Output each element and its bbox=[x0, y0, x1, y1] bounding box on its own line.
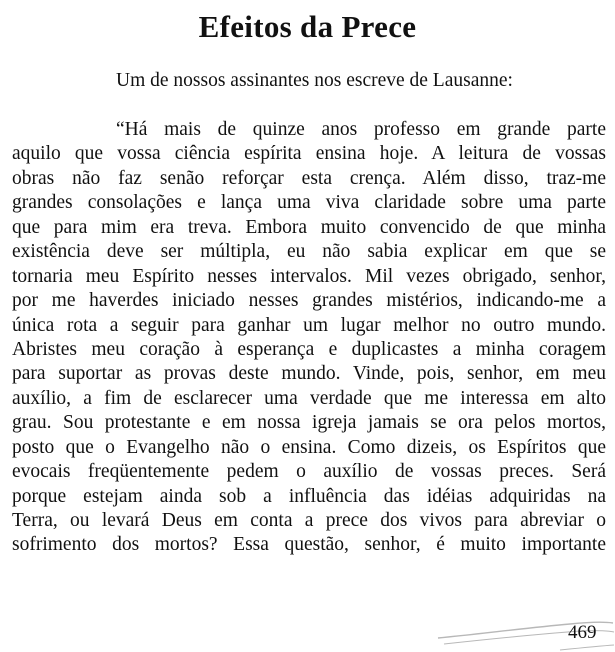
body-line: por me haverdes iniciado nesses grandes mistérios, indicando-me a bbox=[12, 290, 606, 312]
body-line: posto que o Evangelho não o ensina. Como dizeis, os Espíritos que bbox=[12, 436, 606, 458]
page-number: 469 bbox=[568, 622, 597, 643]
body-line: que para mim era treva. Embora muito convencido de que minha bbox=[12, 216, 606, 238]
body-line: única rota a seguir para ganhar um lugar melhor no outro mundo. bbox=[12, 314, 606, 336]
body-line: “Há mais de quinze anos professo em grande parte bbox=[116, 119, 606, 140]
body-line: auxílio, a fim de esclarecer uma verdade que me interessa em alto bbox=[12, 387, 606, 409]
body-line: aquilo que vossa ciência espírita ensina hoje. A leitura de vossas bbox=[12, 143, 606, 165]
body-line: porque estejam ainda sob a influência das idéias adquiridas na bbox=[12, 485, 606, 507]
body-line: tornaria meu Espírito nesses intervalos. Mil vezes obrigado, senhor, bbox=[12, 265, 606, 287]
page-title: Efeitos da Prece bbox=[198, 9, 417, 44]
body-line: Abristes meu coração à esperança e duplicastes a minha coragem bbox=[12, 338, 606, 360]
intro-paragraph: Um de nossos assinantes nos escreve de Lausanne: bbox=[116, 70, 513, 91]
letter-body bbox=[12, 118, 606, 558]
body-line: Terra, ou levará Deus em conta a prece dos vivos para abreviar o bbox=[12, 510, 606, 531]
body-line: evocais freqüentemente pedem o auxílio de vossas preces. Será bbox=[12, 461, 606, 483]
body-line: sofrimento dos mortos? Essa questão, senhor, é muito importante bbox=[12, 534, 606, 556]
body-line: grandes consolações e lança uma viva claridade sobre uma parte bbox=[12, 192, 606, 214]
body-line: grau. Sou protestante e em nossa igreja jamais se ora pelos mortos, bbox=[12, 412, 606, 434]
body-line: obras não faz senão reforçar esta crença. Além disso, traz-me bbox=[12, 167, 606, 189]
body-line: existência deve ser múltipla, eu não sabia explicar em que se bbox=[12, 241, 606, 263]
body-line: para suportar as provas deste mundo. Vinde, pois, senhor, em meu bbox=[12, 363, 606, 385]
